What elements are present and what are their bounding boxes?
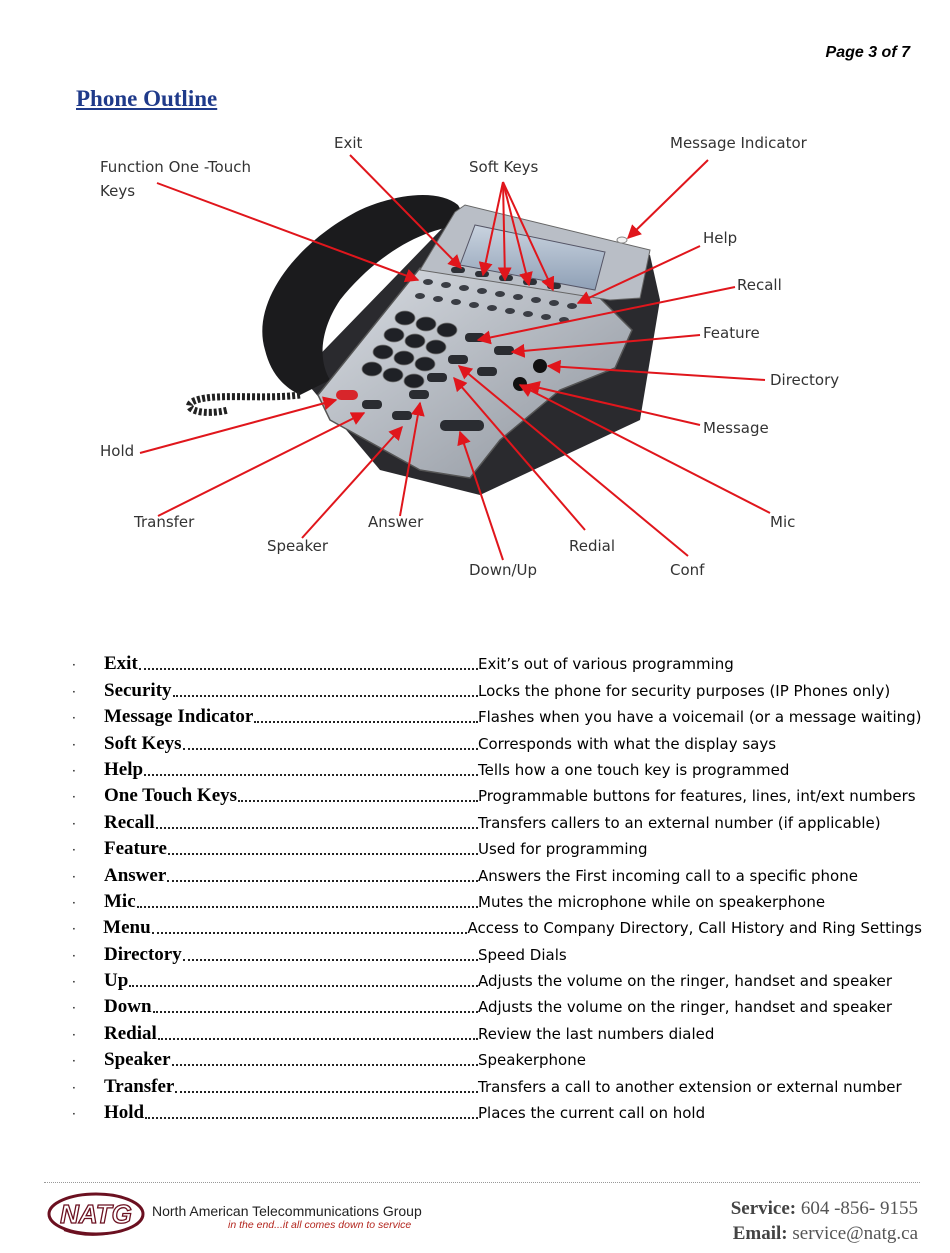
page-number: Page 3 of 7	[825, 44, 910, 61]
logo-text: NATG	[60, 1199, 132, 1229]
description: Speakerphone	[478, 1051, 586, 1070]
description: Transfers a call to another extension or external number	[478, 1077, 902, 1096]
term: Security	[104, 679, 172, 701]
list-item	[72, 727, 922, 753]
dot-leader	[167, 880, 478, 882]
term: Speaker	[104, 1049, 171, 1071]
bullet: ·	[72, 869, 76, 884]
description: Programmable buttons for features, lines, int/ext numbers	[478, 787, 916, 806]
description: Answers the First incoming call to a specific phone	[478, 866, 858, 885]
term: Directory	[104, 943, 182, 965]
list-item	[72, 938, 922, 964]
list-item	[72, 1097, 922, 1123]
label-message: Message	[703, 419, 769, 437]
description: Exit’s out of various programming	[478, 655, 734, 674]
description: Used for programming	[478, 840, 648, 859]
label-redial: Redial	[569, 537, 616, 555]
term: Down	[104, 996, 152, 1018]
bullet: ·	[72, 763, 76, 778]
label-conf: Conf	[670, 561, 705, 579]
dot-leader	[144, 774, 478, 776]
service-phone: 604 -856- 9155	[800, 1198, 918, 1219]
dot-leader	[153, 1011, 478, 1013]
label-down-up: Down/Up	[469, 561, 538, 579]
description: Locks the phone for security purposes (IP Phones only)	[478, 681, 891, 700]
company-tagline: in the end...it all comes down to service	[228, 1219, 412, 1231]
description: Transfers callers to an external number (if applicable)	[478, 813, 881, 832]
bullet: ·	[72, 895, 76, 910]
footer-divider	[44, 1182, 920, 1183]
term: Mic	[104, 890, 136, 912]
dot-leader	[254, 721, 478, 723]
bullet: ·	[72, 1107, 76, 1122]
label-soft-keys: Soft Keys	[469, 158, 539, 176]
dot-leader	[156, 827, 478, 829]
dot-leader	[152, 932, 468, 934]
dot-leader	[158, 1038, 478, 1040]
list-item	[72, 674, 922, 700]
bullet: ·	[72, 737, 76, 752]
term: Soft Keys	[104, 732, 182, 754]
service-email: service@natg.ca	[792, 1223, 918, 1244]
term: Help	[104, 758, 144, 780]
term: Redial	[104, 1022, 157, 1044]
term: Hold	[104, 1102, 145, 1124]
term: Recall	[104, 811, 155, 833]
dot-leader	[129, 985, 478, 987]
bullet: ·	[72, 711, 76, 726]
dot-leader	[238, 800, 478, 802]
description: Adjusts the volume on the ringer, handset and speaker	[478, 972, 893, 991]
dot-leader	[183, 959, 478, 961]
description: Flashes when you have a voicemail (or a message waiting)	[478, 708, 922, 727]
dot-leader	[183, 748, 478, 750]
label-exit: Exit	[334, 134, 363, 152]
term: Up	[104, 970, 129, 992]
term: Menu	[103, 917, 151, 939]
bullet: ·	[72, 1080, 76, 1095]
bullet: ·	[72, 975, 76, 990]
bullet: ·	[72, 1027, 76, 1042]
bullet: ·	[72, 922, 76, 937]
glossary-list	[72, 648, 922, 1123]
bullet: ·	[72, 1001, 76, 1016]
bullet: ·	[72, 1054, 76, 1069]
bullet: ·	[72, 948, 76, 963]
description: Places the current call on hold	[478, 1104, 706, 1123]
list-item	[72, 965, 922, 991]
dot-leader	[168, 853, 478, 855]
label-help: Help	[703, 229, 738, 247]
bullet: ·	[72, 658, 76, 673]
email-label: Email:	[732, 1223, 788, 1244]
label-feature: Feature	[703, 324, 760, 342]
bullet: ·	[72, 816, 76, 831]
label-answer: Answer	[368, 513, 424, 531]
list-item	[72, 1017, 922, 1043]
description: Corresponds with what the display says	[478, 734, 777, 753]
description: Review the last numbers dialed	[478, 1024, 715, 1043]
dot-leader	[137, 906, 478, 908]
list-item	[72, 701, 922, 727]
description: Mutes the microphone while on speakerphone	[478, 892, 826, 911]
label-hold: Hold	[100, 442, 135, 460]
label-transfer: Transfer	[134, 513, 195, 531]
description: Speed Dials	[478, 945, 567, 964]
bullet: ·	[72, 684, 76, 699]
list-item	[72, 991, 922, 1017]
description: Tells how a one touch key is programmed	[478, 760, 790, 779]
page-title: Phone Outline	[76, 86, 218, 111]
list-item	[72, 886, 922, 912]
term: Message Indicator	[104, 706, 254, 728]
label-function-one-touch-keys: Keys	[100, 182, 136, 200]
description: Access to Company Directory, Call History and Ring Settings	[467, 919, 922, 938]
natg-logo	[46, 1190, 150, 1240]
label-directory: Directory	[770, 371, 840, 389]
list-item	[72, 912, 922, 938]
company-name: North American Telecommunications Group	[152, 1203, 422, 1219]
label-mic: Mic	[770, 513, 796, 531]
dot-leader	[139, 668, 478, 670]
bullet: ·	[72, 790, 76, 805]
dot-leader	[145, 1117, 478, 1119]
list-item	[72, 754, 922, 780]
contact-block	[731, 1196, 918, 1246]
term: Exit	[104, 653, 138, 675]
bullet: ·	[72, 843, 76, 858]
list-item	[72, 1070, 922, 1096]
label-function-one-touch: Function One -Touch	[100, 158, 251, 176]
list-item	[72, 859, 922, 885]
service-label: Service:	[730, 1198, 797, 1219]
term: One Touch Keys	[104, 785, 238, 807]
dot-leader	[172, 1064, 479, 1066]
list-item	[72, 1044, 922, 1070]
phone-diagram	[0, 0, 950, 600]
list-item	[72, 833, 922, 859]
term: Transfer	[104, 1075, 175, 1097]
label-message-indicator: Message Indicator	[670, 134, 807, 152]
list-item	[72, 806, 922, 832]
description: Adjusts the volume on the ringer, handset and speaker	[478, 998, 893, 1017]
list-item	[72, 780, 922, 806]
dot-leader	[175, 1091, 478, 1093]
term: Feature	[104, 838, 167, 860]
list-item	[72, 648, 922, 674]
label-speaker: Speaker	[267, 537, 329, 555]
dot-leader	[173, 695, 478, 697]
term: Answer	[104, 864, 167, 886]
label-recall: Recall	[737, 276, 782, 294]
